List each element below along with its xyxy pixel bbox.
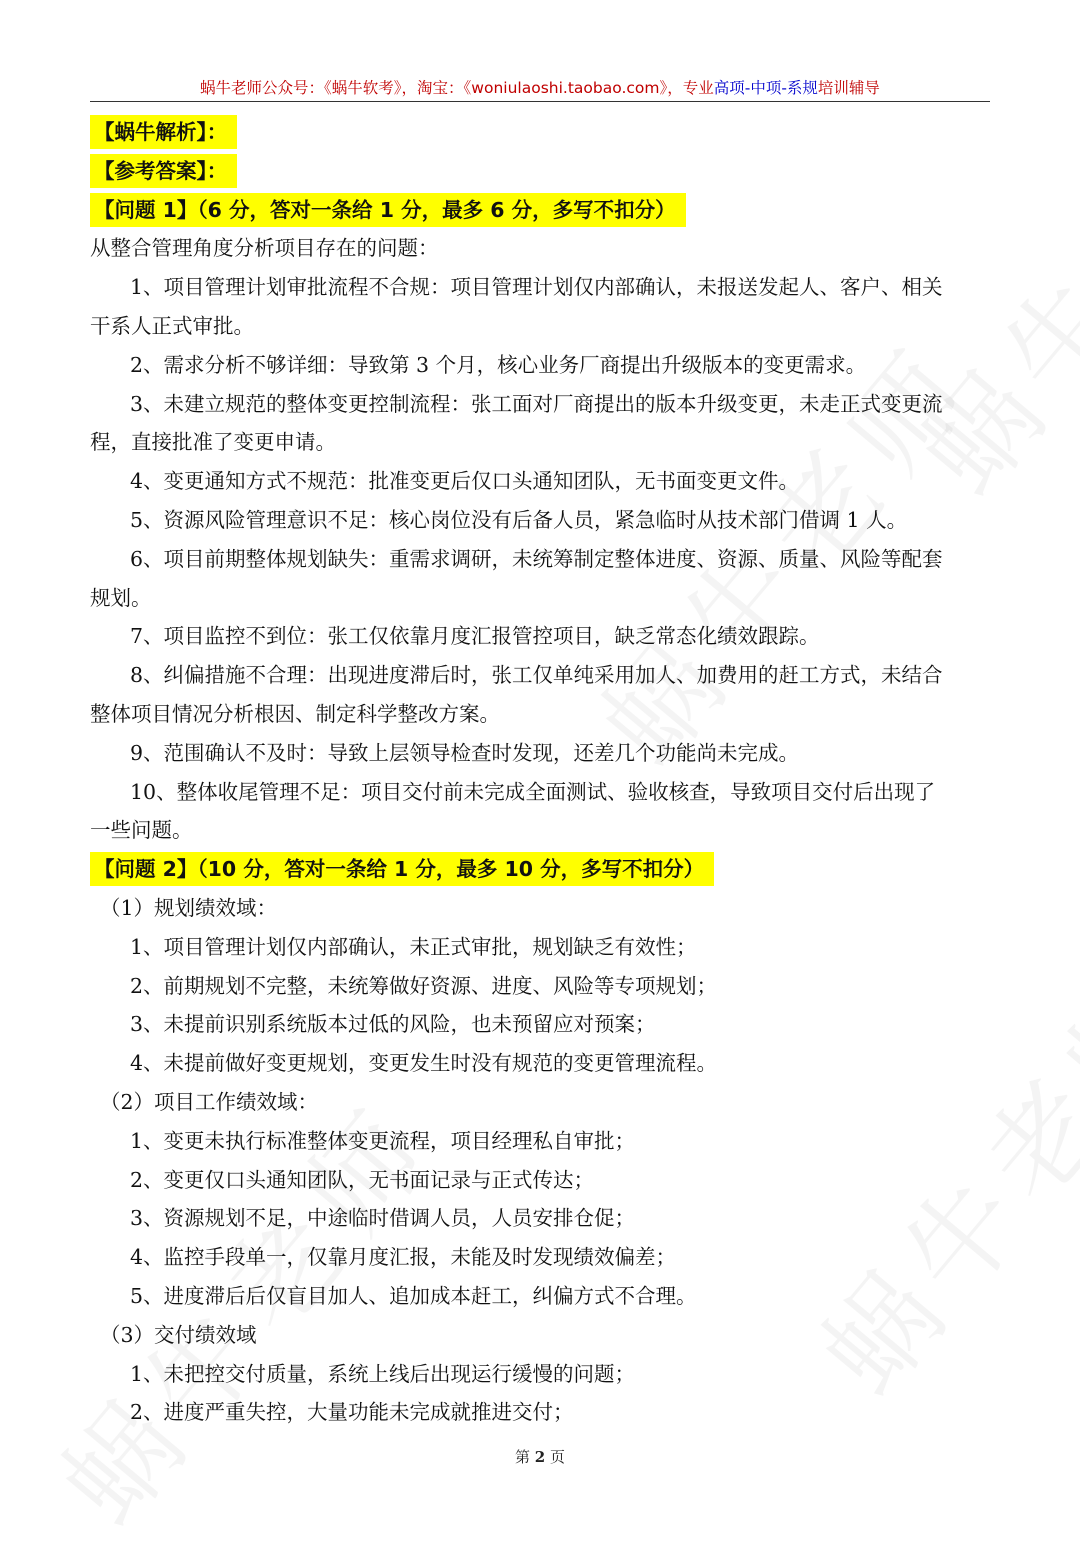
list-item: 2、进度严重失控，大量功能未完成就推进交付；	[130, 1400, 574, 1425]
section-title: （2）项目工作绩效域：	[100, 1089, 319, 1114]
question-1-heading: 【问题 1】（6 分，答对一条给 1 分，最多 6 分，多写不扣分）	[90, 193, 686, 227]
footer-suffix: 页	[550, 1448, 566, 1466]
page-number: 2	[534, 1448, 546, 1466]
answer-line: 规划。	[90, 585, 152, 610]
list-item: 1、变更未执行标准整体变更流程，项目经理私自审批；	[130, 1128, 636, 1153]
answer-line: 6、项目前期整体规划缺失：重需求调研，未统筹制定整体进度、资源、质量、风险等配套	[130, 546, 943, 571]
list-item: 4、未提前做好变更规划，变更发生时没有规范的变更管理流程。	[130, 1051, 718, 1076]
answer-line: 2、需求分析不够详细：导致第 3 个月，核心业务厂商提出升级版本的变更需求。	[130, 352, 867, 377]
list-item: 3、未提前识别系统版本过低的风险，也未预留应对预案；	[130, 1012, 656, 1037]
document-body	[90, 113, 990, 1432]
question-2-heading: 【问题 2】（10 分，答对一条给 1 分，最多 10 分，多写不扣分）	[90, 852, 714, 886]
list-item: 5、进度滞后后仅盲目加人、追加成本赶工，纠偏方式不合理。	[130, 1283, 697, 1308]
header-text-part3: 培训辅导	[817, 79, 880, 97]
answer-line: 4、变更通知方式不规范：批准变更后仅口头通知团队，无书面变更文件。	[130, 469, 800, 494]
answer-line: 程，直接批准了变更申请。	[90, 430, 336, 455]
answer-line: 5、资源风险管理意识不足：核心岗位没有后备人员，紧急临时从技术部门借调 1 人。	[130, 507, 908, 532]
answer-line: 8、纠偏措施不合理：出现进度滞后时，张工仅单纯采用加人、加费用的赶工方式，未结合	[130, 663, 943, 688]
section-title: （3）交付绩效域	[100, 1322, 257, 1347]
answer-line: 整体项目情况分析根因、制定科学整改方案。	[90, 701, 500, 726]
footer-prefix: 第	[514, 1448, 530, 1466]
page-footer	[0, 1446, 1080, 1467]
answer-line: 7、项目监控不到位：张工仅依靠月度汇报管控项目，缺乏常态化绩效跟踪。	[130, 624, 820, 649]
header-text-highlight: 高项-中项-系规	[713, 79, 818, 97]
section-title: （1）规划绩效域：	[100, 895, 278, 920]
list-item: 1、未把控交付质量，系统上线后出现运行缓慢的问题；	[130, 1361, 636, 1386]
answer-line: 干系人正式审批。	[90, 313, 254, 338]
answer-line: 3、未建立规范的整体变更控制流程：张工面对厂商提出的版本升级变更，未走正式变更流	[130, 391, 943, 416]
page-header	[90, 76, 990, 98]
list-item: 2、变更仅口头通知团队，无书面记录与正式传达；	[130, 1167, 595, 1192]
answer-label: 【参考答案】：	[90, 154, 237, 188]
header-divider	[90, 101, 990, 102]
list-item: 1、项目管理计划仅内部确认，未正式审批，规划缺乏有效性；	[130, 934, 697, 959]
list-item: 2、前期规划不完整，未统筹做好资源、进度、风险等专项规划；	[130, 973, 718, 998]
list-item: 3、资源规划不足，中途临时借调人员，人员安排仓促；	[130, 1206, 636, 1231]
list-item: 4、监控手段单一，仅靠月度汇报，未能及时发现绩效偏差；	[130, 1245, 677, 1270]
answer-line: 10、整体收尾管理不足：项目交付前未完成全面测试、验收核查，导致项目交付后出现了	[130, 779, 936, 804]
answer-line: 1、项目管理计划审批流程不合规：项目管理计划仅内部确认，未报送发起人、客户、相关	[130, 275, 943, 300]
analysis-label: 【蜗牛解析】：	[90, 115, 237, 149]
answer-line: 9、范围确认不及时：导致上层领导检查时发现，还差几个功能尚未完成。	[130, 740, 800, 765]
header-text-part1: 蜗牛老师公众号：《蜗牛软考》，淘宝：《woniulaoshi.taobao.com》，专业	[200, 79, 714, 97]
question-1-intro: 从整合管理角度分析项目存在的问题：	[90, 236, 439, 261]
answer-line: 一些问题。	[90, 818, 193, 843]
